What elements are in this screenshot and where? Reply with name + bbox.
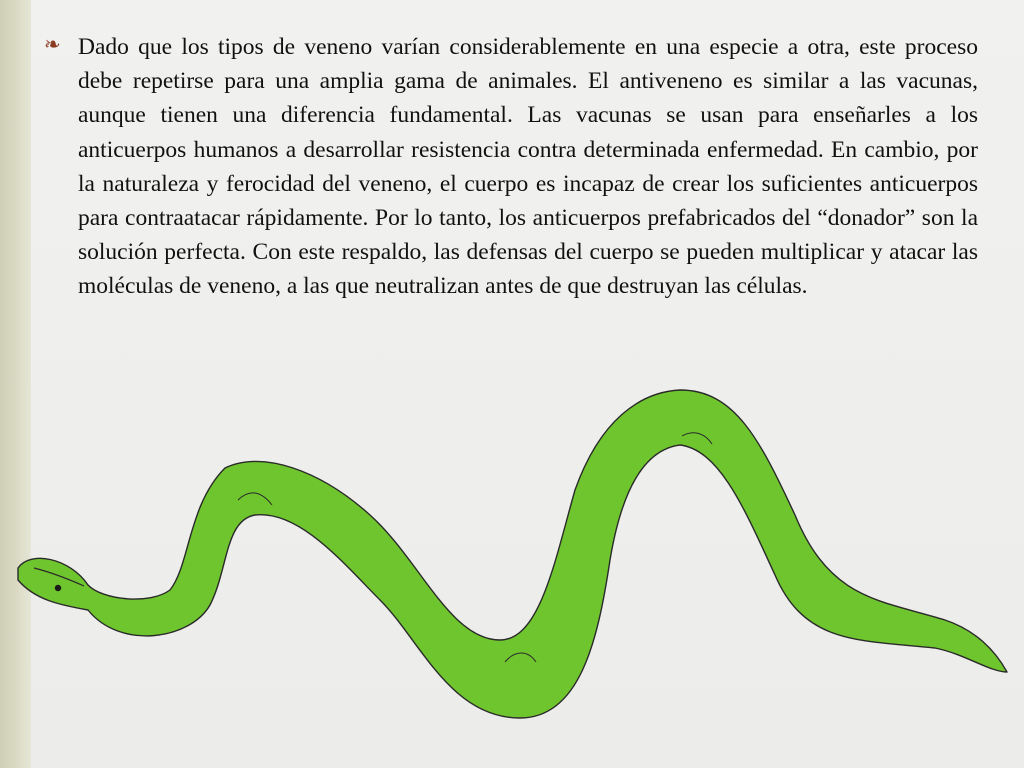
fleuron-bullet-icon: ❧ xyxy=(44,32,61,56)
snake-eye xyxy=(55,585,61,591)
slide-paragraph: Dado que los tipos de veneno varían considerablemente en una especie a otra, este proceso debe repetirse para una amplia gama de animales. El antiveneno es similar a las vacunas, aunque tienen una diferencia fundamental. Las vacunas se usan para enseñarles a los anticuerpos humanos a desarrollar resistencia contra determinada enfermedad. En cambio, por la naturaleza y ferocidad del veneno, el cuerpo es incapaz de crear los suficientes anticuerpos para contraatacar rápidamente. Por lo tanto, los anticuerpos prefabricados del “donador” son la solución perfecta. Con este respaldo, las defensas del cuerpo se pueden multiplicar y atacar las moléculas de veneno, a las que neutralizan antes de que destruyan las células. xyxy=(78,34,978,300)
snake-body xyxy=(18,390,1007,718)
